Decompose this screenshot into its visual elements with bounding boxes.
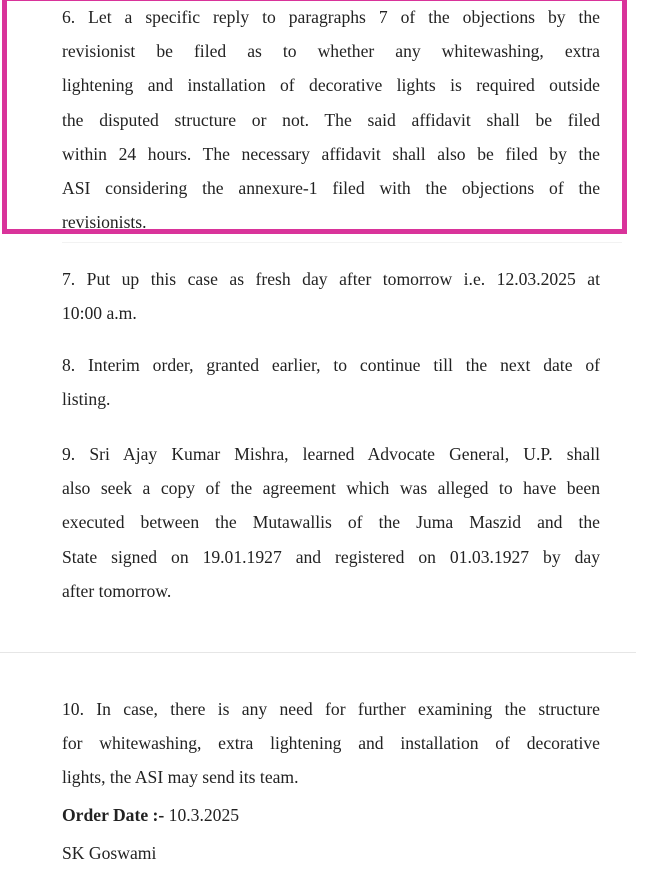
order-date <box>62 802 239 828</box>
paragraph-line: lightening and installation of decorative lights is required outside <box>62 75 600 96</box>
paragraph-line: ASI considering the annexure-1 filed with the objections of the <box>62 178 600 199</box>
paragraph-line: for whitewashing, extra lightening and installation of decorative <box>62 733 600 754</box>
order-date-label: Order Date :- <box>62 805 165 825</box>
paragraph-line: State signed on 19.01.1927 and registered on 01.03.1927 by day <box>62 546 600 567</box>
paragraph-line: 8. Interim order, granted earlier, to continue till the next date of <box>62 355 600 375</box>
order-date-value: 10.3.2025 <box>164 805 240 825</box>
paragraph-line: listing. <box>62 389 111 410</box>
paragraph-line: after tomorrow. <box>62 580 172 601</box>
paragraph-8 <box>62 348 600 416</box>
paragraph-line: revisionists. <box>62 212 147 233</box>
paragraph-line: 10. In case, there is any need for further examining the structure <box>62 699 600 719</box>
paragraph-line: also seek a copy of the agreement which was alleged to have been <box>62 478 600 499</box>
paragraph-line: 9. Sri Ajay Kumar Mishra, learned Advocate General, U.P. shall <box>62 444 600 464</box>
paragraph-line: 6. Let a specific reply to paragraphs 7 of the objections by the <box>62 7 600 27</box>
paragraph-7 <box>62 262 600 330</box>
divider <box>0 652 636 653</box>
paragraph-line: 10:00 a.m. <box>62 303 137 324</box>
paragraph-line: executed between the Mutawallis of the Juma Maszid and the <box>62 512 600 533</box>
paragraph-10 <box>62 692 600 795</box>
paragraph-6 <box>62 0 600 239</box>
paragraph-line: within 24 hours. The necessary affidavit shall also be filed by the <box>62 143 600 164</box>
signatory-name: SK Goswami <box>62 843 157 863</box>
paragraph-9 <box>62 437 600 608</box>
paragraph-line: the disputed structure or not. The said affidavit shall be filed <box>62 109 600 130</box>
paragraph-line: revisionist be filed as to whether any whitewashing, extra <box>62 41 600 62</box>
paragraph-line: lights, the ASI may send its team. <box>62 767 299 788</box>
paragraph-line: 7. Put up this case as fresh day after tomorrow i.e. 12.03.2025 at <box>62 269 600 289</box>
divider <box>62 242 622 243</box>
